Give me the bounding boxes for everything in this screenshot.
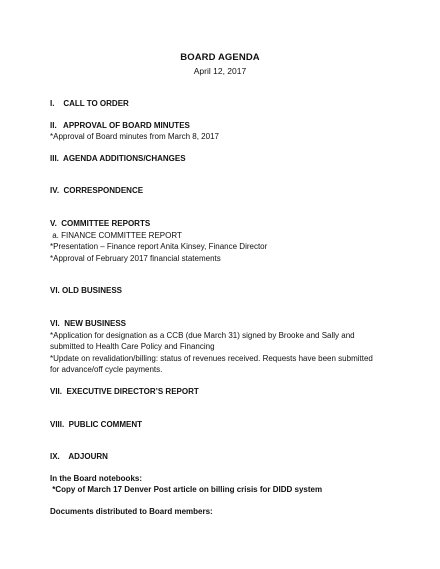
section-heading: VIII. PUBLIC COMMENT	[50, 419, 142, 429]
section-approval-minutes	[50, 120, 410, 143]
section-public-comment	[50, 419, 410, 431]
agenda-item: a. FINANCE COMMITTEE REPORT	[50, 230, 182, 240]
section-heading: VI. NEW BUSINESS	[50, 318, 127, 328]
section-call-to-order	[50, 98, 410, 110]
section-heading: IX. ADJOURN	[50, 452, 108, 462]
agenda-item: submitted to Health Care Policy and Financing	[50, 342, 215, 352]
document-date: April 12, 2017	[193, 66, 247, 76]
section-heading: III. AGENDA ADDITIONS/CHANGES	[50, 153, 186, 163]
section-heading: II. APPROVAL OF BOARD MINUTES	[50, 120, 190, 130]
section-heading: VII. EXECUTIVE DIRECTOR’S REPORT	[50, 386, 199, 396]
section-committee-reports	[50, 218, 410, 264]
agenda-item: *Approval of February 2017 financial statements	[50, 253, 221, 263]
documents-distributed	[50, 506, 410, 518]
section-heading: VI. OLD BUSINESS	[50, 286, 123, 296]
section-executive-report	[50, 386, 410, 398]
board-notebooks	[50, 473, 410, 496]
section-new-business	[50, 318, 410, 376]
section-heading: IV. CORRESPONDENCE	[50, 186, 144, 196]
agenda-item: *Application for designation as a CCB (due March 31) signed by Brooke and Sally and	[50, 330, 355, 340]
agenda-item: *Presentation – Finance report Anita Kinsey, Finance Director	[50, 242, 268, 252]
distributed-heading: Documents distributed to Board members:	[50, 506, 213, 516]
section-heading: V. COMMITTEE REPORTS	[50, 218, 151, 228]
document-title: BOARD AGENDA	[180, 52, 260, 63]
section-correspondence	[50, 185, 410, 197]
agenda-item: *Update on revalidation/billing: status of revenues received. Requests have been submitted	[50, 353, 373, 363]
section-adjourn	[50, 451, 410, 463]
section-agenda-changes	[50, 153, 410, 165]
notebooks-heading: In the Board notebooks:	[50, 473, 142, 483]
notebooks-item: *Copy of March 17 Denver Post article on billing crisis for DIDD system	[50, 485, 323, 495]
agenda-item: for advance/off cycle payments.	[50, 365, 163, 375]
section-old-business	[50, 285, 410, 297]
agenda-content	[50, 98, 410, 517]
agenda-item: *Approval of Board minutes from March 8, 2017	[50, 132, 219, 142]
section-heading: I. CALL TO ORDER	[50, 99, 129, 108]
